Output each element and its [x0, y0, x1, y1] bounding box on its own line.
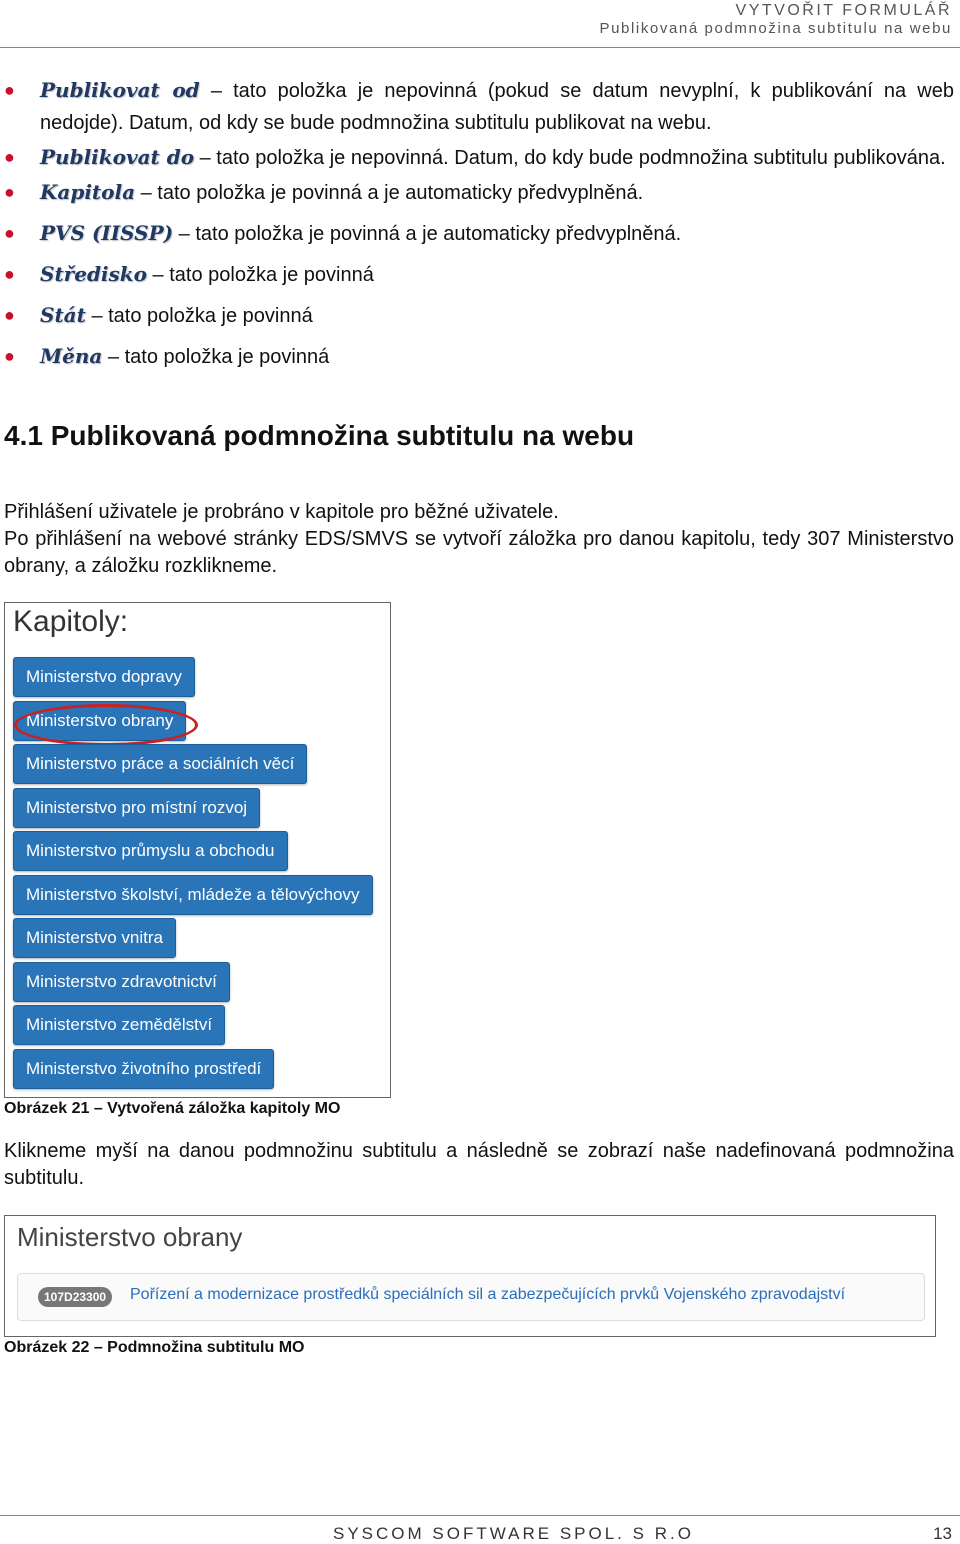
list-item [0, 258, 960, 291]
list-item [0, 176, 960, 209]
subtitle-link[interactable]: Pořízení a modernizace prostředků speciálních sil a zabezpečujících prvků Vojenského zpravodajství [130, 1286, 846, 1303]
field-term: Stát [40, 303, 86, 327]
chapter-chip[interactable]: Ministerstvo zdravotnictví [13, 962, 230, 1002]
list-item [0, 217, 960, 250]
bullet-icon: ● [4, 182, 15, 202]
footer-divider [0, 1515, 960, 1516]
bullet-icon: ● [4, 346, 15, 366]
ministry-title: Ministerstvo obrany [17, 1222, 243, 1252]
header-section: Publikovaná podmnožina subtitulu na webu [599, 20, 952, 37]
chapter-chip[interactable]: Ministerstvo životního prostředí [13, 1049, 274, 1089]
field-term: PVS (IISSP) [40, 221, 174, 245]
field-description: – tato položka je nepovinná. Datum, do kdy bude podmnožina subtitulu publikována. [194, 147, 946, 169]
chapter-chip[interactable]: Ministerstvo dopravy [13, 657, 195, 697]
figure-caption: Obrázek 21 – Vytvořená záložka kapitoly MO [4, 1100, 341, 1117]
bullet-icon: ● [4, 80, 15, 100]
chapters-title: Kapitoly: [13, 605, 129, 638]
field-description: – tato položka je povinná a je automaticky předvyplněná. [173, 223, 682, 245]
chapter-chip[interactable]: Ministerstvo zemědělství [13, 1005, 225, 1045]
list-item [0, 141, 960, 174]
bullet-icon: ● [4, 147, 15, 167]
field-term: Středisko [40, 262, 147, 286]
field-description: – tato položka je povinná [146, 264, 374, 286]
chapter-chip[interactable]: Ministerstvo školství, mládeže a tělovýchovy [13, 875, 373, 915]
bullet-icon: ● [4, 264, 15, 284]
chapter-chip[interactable]: Ministerstvo pro místní rozvoj [13, 788, 260, 828]
field-list [0, 74, 960, 373]
section-heading: 4.1 Publikovaná podmnožina subtitulu na webu [4, 420, 635, 451]
figure-chapters-screenshot [4, 602, 391, 1098]
paragraph-login: Přihlášení uživatele je probráno v kapitole pro běžné uživatele. [4, 501, 559, 523]
field-term: Měna [40, 344, 103, 368]
list-item [0, 340, 960, 373]
header-divider [0, 47, 960, 48]
list-item [0, 299, 960, 332]
running-header [599, 2, 952, 38]
chapter-chip[interactable]: Ministerstvo obrany [13, 701, 186, 741]
page-number: 13 [933, 1524, 952, 1543]
highlight-ring [14, 704, 198, 746]
chapter-chip[interactable]: Ministerstvo průmyslu a obchodu [13, 831, 288, 871]
bullet-icon: ● [4, 223, 15, 243]
field-description: – tato položka je nepovinná (pokud se datum nevyplní, k publikování na web nedojde). Datum, od kdy se bude podmnožina subtitulu publikovat na webu. [40, 80, 955, 134]
subtitle-row[interactable] [17, 1273, 925, 1321]
header-chapter: VYTVOŘIT FORMULÁŘ [735, 2, 952, 19]
field-term: Kapitola [40, 180, 136, 204]
field-description: – tato položka je povinná [85, 305, 313, 327]
field-description: – tato položka je povinná a je automaticky předvyplněná. [135, 182, 644, 204]
field-description: – tato položka je povinná [102, 346, 330, 368]
field-term: Publikovat od [40, 78, 200, 102]
list-item [0, 74, 960, 139]
chapter-chip[interactable]: Ministerstvo práce a sociálních věcí [13, 744, 307, 784]
paragraph-click: Klikneme myší na danou podmnožinu subtitulu a následně se zobrazí naše nadefinovaná podmnožina subtitulu. [4, 1140, 954, 1189]
bullet-icon: ● [4, 305, 15, 325]
field-term: Publikovat do [40, 145, 195, 169]
figure-caption: Obrázek 22 – Podmnožina subtitulu MO [4, 1339, 305, 1356]
footer-company: SYSCOM SOFTWARE SPOL. S R.O [333, 1524, 694, 1543]
paragraph-tab: Po přihlášení na webové stránky EDS/SMVS se vytvoří záložka pro danou kapitolu, tedy 307 Ministerstvo obrany, a záložku rozklikneme. [4, 528, 954, 577]
chapter-chip[interactable]: Ministerstvo vnitra [13, 918, 176, 958]
figure-subtitle-screenshot [4, 1215, 936, 1337]
subtitle-code-badge: 107D23300 [38, 1287, 112, 1307]
